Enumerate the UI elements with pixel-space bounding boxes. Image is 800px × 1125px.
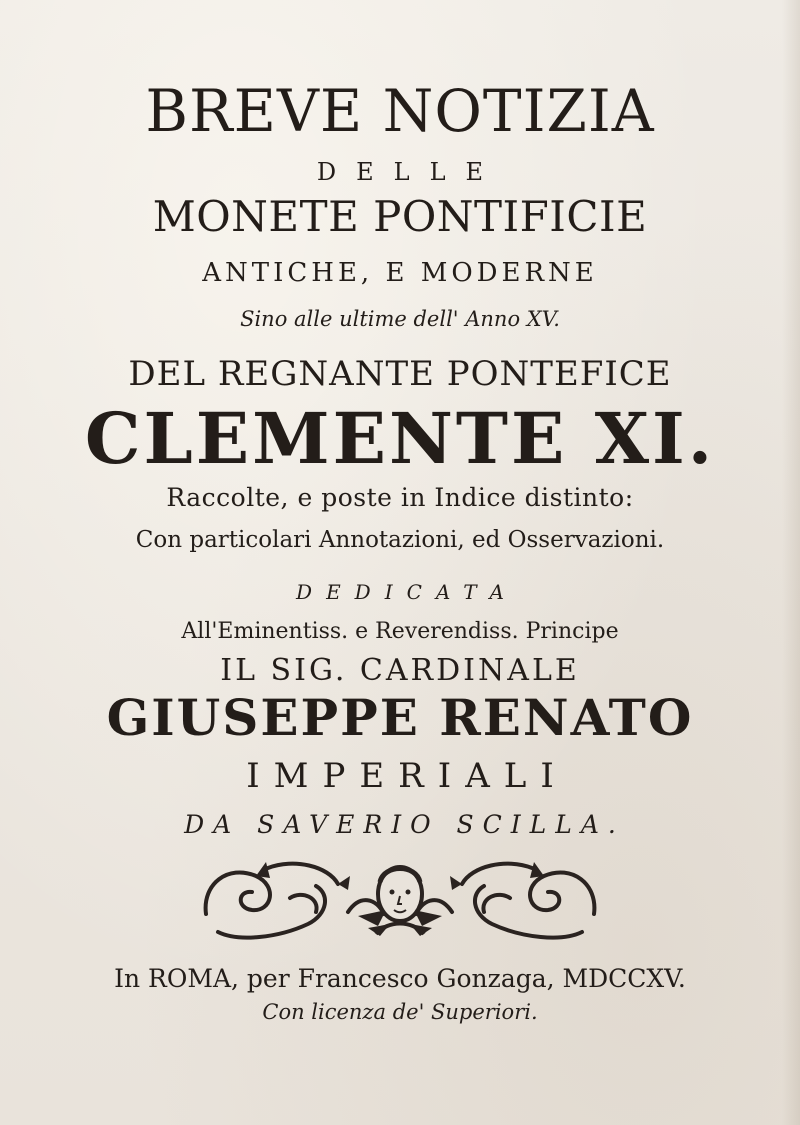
dedication-heading: DEDICATA: [296, 580, 518, 604]
license-line: Con licenza de' Superiori.: [262, 1000, 538, 1024]
book-title: BREVE NOTIZIA: [145, 77, 655, 145]
dedication-honorific: All'Eminentiss. e Reverendiss. Principe: [181, 619, 619, 644]
subject-qualifier: ANTICHE, E MODERNE: [202, 258, 598, 288]
pope-name: CLEMENTE XI.: [84, 397, 716, 480]
title-connector-delle: DELLE: [316, 158, 504, 186]
author-line: DA SAVERIO SCILLA.: [184, 810, 625, 839]
annotations-note: Con particolari Annotazioni, ed Osservazioni.: [135, 527, 665, 553]
date-range-note: Sino alle ultime dell' Anno XV.: [240, 307, 560, 331]
collection-note: Raccolte, e poste in Indice distinto:: [166, 483, 634, 512]
woodcut-ornament-cherub-icon: [198, 854, 602, 946]
dedicatee-name: GIUSEPPE RENATO: [106, 688, 694, 747]
reigning-pontiff-heading: DEL REGNANTE PONTEFICE: [128, 354, 672, 394]
dedication-title: IL SIG. CARDINALE: [220, 653, 580, 688]
imprint-line: In ROMA, per Francesco Gonzaga, MDCCXV.: [114, 964, 686, 993]
dedicatee-surname: IMPERIALI: [246, 756, 568, 796]
book-subject: MONETE PONTIFICIE: [152, 192, 648, 241]
